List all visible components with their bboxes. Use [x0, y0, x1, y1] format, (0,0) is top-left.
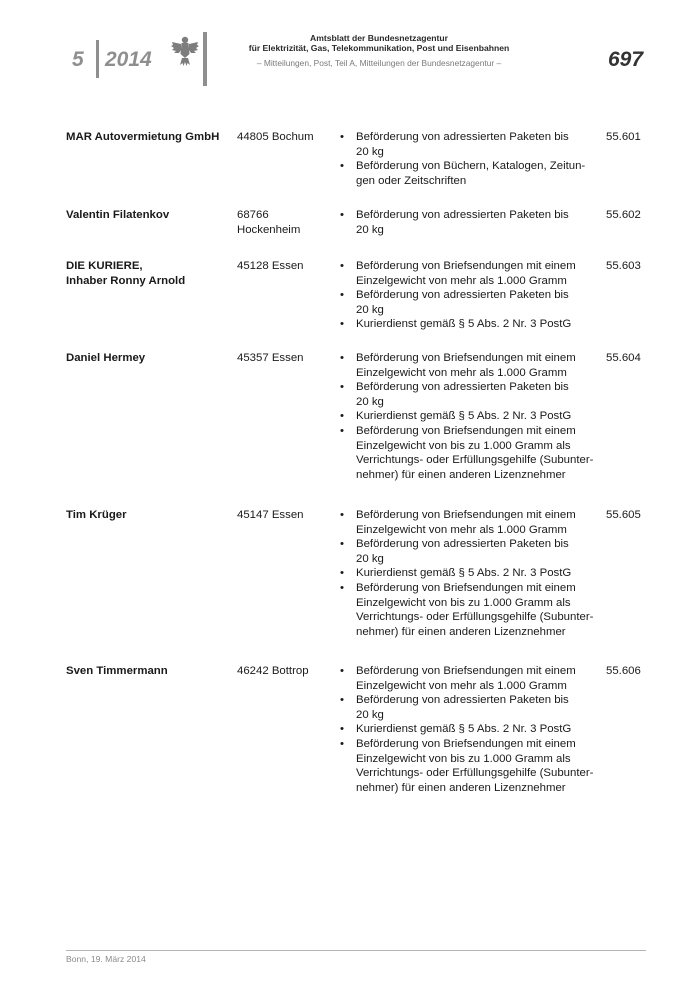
service-item-line: Einzelgewicht von mehr als 1.000 Gramm: [356, 523, 567, 536]
service-item: [338, 581, 606, 639]
service-item-line: nehmer) für einen anderen Lizenznehmer: [356, 781, 566, 794]
licensee-name-line: Daniel Hermey: [66, 352, 146, 364]
federal-eagle-icon: [170, 34, 200, 68]
service-item: [338, 208, 606, 237]
service-item: [338, 693, 606, 722]
service-item-line: Einzelgewicht von bis zu 1.000 Gramm als: [356, 596, 571, 609]
licensee-location-line: 46242 Bottrop: [237, 665, 309, 677]
issue-divider: [96, 40, 99, 78]
licensee-name: [66, 130, 231, 145]
issue-year: 2014: [105, 48, 152, 71]
licensee-name-line: DIE KURIERE,: [66, 260, 143, 272]
licensee-location-line: 68766: [237, 209, 269, 221]
service-item-line: • Beförderung von Büchern, Katalogen, Zeitun-: [356, 160, 586, 173]
licensee-name-line: Sven Timmermann: [66, 665, 168, 677]
service-item-line: • Beförderung von Briefsendungen mit einem: [356, 352, 576, 364]
licensee-name-line: MAR Autovermietung GmbH: [66, 131, 220, 143]
licensee-location: [237, 664, 327, 679]
license-number: 55.602: [606, 209, 641, 221]
licensee-location: [237, 259, 327, 274]
service-item-line: • Beförderung von Briefsendungen mit einem: [356, 581, 576, 594]
service-item-line: gen oder Zeitschriften: [356, 174, 467, 187]
service-item-line: 20 kg: [356, 708, 384, 721]
service-item: [338, 351, 606, 380]
service-item-line: 20 kg: [356, 303, 384, 316]
service-item-line: • Beförderung von adressierten Paketen bis: [356, 209, 569, 221]
service-list: [338, 208, 606, 237]
publication-title: Amtsblatt der Bundesnetzagentur: [310, 33, 448, 43]
service-item: [338, 409, 606, 424]
licensee-name-line: Inhaber Ronny Arnold: [66, 274, 186, 287]
service-list: [338, 664, 606, 795]
publication-subtitle: – Mitteilungen, Post, Teil A, Mitteilungen der Bundesnetzagentur –: [256, 58, 502, 68]
publication-title-line2: für Elektrizität, Gas, Telekommunikation, Post und Eisenbahnen: [248, 43, 510, 53]
service-item: [338, 159, 606, 188]
licensee-name-line: Valentin Filatenkov: [66, 209, 170, 221]
service-item-line: • Beförderung von adressierten Paketen bis: [356, 131, 569, 143]
service-item-line: • Kurierdienst gemäß § 5 Abs. 2 Nr. 3 PostG: [356, 723, 572, 736]
service-item-line: 20 kg: [356, 552, 384, 565]
service-item-line: 20 kg: [356, 395, 384, 408]
footer-divider: [66, 950, 646, 951]
service-item-line: Einzelgewicht von mehr als 1.000 Gramm: [356, 679, 567, 692]
service-list: [338, 351, 606, 482]
service-item-line: • Beförderung von Briefsendungen mit einem: [356, 665, 576, 677]
service-item-line: Einzelgewicht von mehr als 1.000 Gramm: [356, 274, 567, 287]
service-item: [338, 537, 606, 566]
service-item-line: • Beförderung von adressierten Paketen bis: [356, 694, 569, 707]
service-list: [338, 259, 606, 332]
service-item-line: • Beförderung von adressierten Paketen bis: [356, 289, 569, 302]
page-number: 697: [608, 48, 644, 71]
service-item: [338, 508, 606, 537]
footer-date: Bonn, 19. März 2014: [66, 954, 146, 964]
licensee-name: [66, 259, 231, 288]
header-flag-bar: [203, 32, 207, 86]
service-item-line: Einzelgewicht von mehr als 1.000 Gramm: [356, 366, 567, 379]
issue-number: 5: [72, 48, 84, 71]
service-item: [338, 288, 606, 317]
service-item: [338, 566, 606, 581]
service-item: [338, 737, 606, 795]
service-item-line: • Beförderung von adressierten Paketen bis: [356, 381, 569, 394]
service-list: [338, 508, 606, 639]
licensee-name: [66, 351, 231, 366]
license-number: 55.605: [606, 509, 641, 521]
licensee-name: [66, 664, 231, 679]
service-item-line: Verrichtungs- oder Erfüllungsgehilfe (Subunter-: [356, 767, 594, 780]
service-item-line: Einzelgewicht von bis zu 1.000 Gramm als: [356, 752, 571, 765]
service-item-line: nehmer) für einen anderen Lizenznehmer: [356, 625, 566, 638]
service-item-line: nehmer) für einen anderen Lizenznehmer: [356, 468, 566, 481]
service-item-line: Einzelgewicht von bis zu 1.000 Gramm als: [356, 439, 571, 452]
service-item-line: • Kurierdienst gemäß § 5 Abs. 2 Nr. 3 PostG: [356, 567, 572, 580]
licensee-location-line: 45357 Essen: [237, 352, 304, 364]
licensee-location: [237, 508, 327, 523]
licensee-location: [237, 351, 327, 366]
service-item: [338, 380, 606, 409]
service-item: [338, 259, 606, 288]
licensee-location: [237, 208, 327, 237]
service-item-line: • Beförderung von Briefsendungen mit einem: [356, 509, 576, 521]
licensee-location-line: Hockenheim: [237, 223, 301, 236]
service-item: [338, 130, 606, 159]
service-item-line: 20 kg: [356, 145, 384, 158]
service-item-line: Verrichtungs- oder Erfüllungsgehilfe (Subunter-: [356, 611, 594, 624]
license-number: 55.604: [606, 352, 641, 364]
service-item-line: • Kurierdienst gemäß § 5 Abs. 2 Nr. 3 PostG: [356, 410, 572, 423]
license-number: 55.603: [606, 260, 641, 272]
service-item-line: Verrichtungs- oder Erfüllungsgehilfe (Subunter-: [356, 454, 594, 467]
license-number: 55.601: [606, 131, 641, 143]
service-item-line: • Beförderung von Briefsendungen mit einem: [356, 424, 576, 437]
service-item: [338, 722, 606, 737]
service-item-line: • Beförderung von adressierten Paketen bis: [356, 538, 569, 551]
licensee-location-line: 45147 Essen: [237, 509, 304, 521]
service-item-line: 20 kg: [356, 223, 384, 236]
licensee-location: [237, 130, 327, 145]
licensee-location-line: 44805 Bochum: [237, 131, 314, 143]
license-number: 55.606: [606, 665, 641, 677]
licensee-name-line: Tim Krüger: [66, 509, 127, 521]
service-list: [338, 130, 606, 188]
licensee-location-line: 45128 Essen: [237, 260, 304, 272]
service-item: [338, 664, 606, 693]
service-item: [338, 424, 606, 482]
licensee-name: [66, 208, 231, 223]
service-item-line: • Beförderung von Briefsendungen mit einem: [356, 260, 576, 272]
service-item-line: • Beförderung von Briefsendungen mit einem: [356, 737, 576, 750]
service-item-line: • Kurierdienst gemäß § 5 Abs. 2 Nr. 3 PostG: [356, 318, 572, 331]
service-item: [338, 317, 606, 332]
licensee-name: [66, 508, 231, 523]
